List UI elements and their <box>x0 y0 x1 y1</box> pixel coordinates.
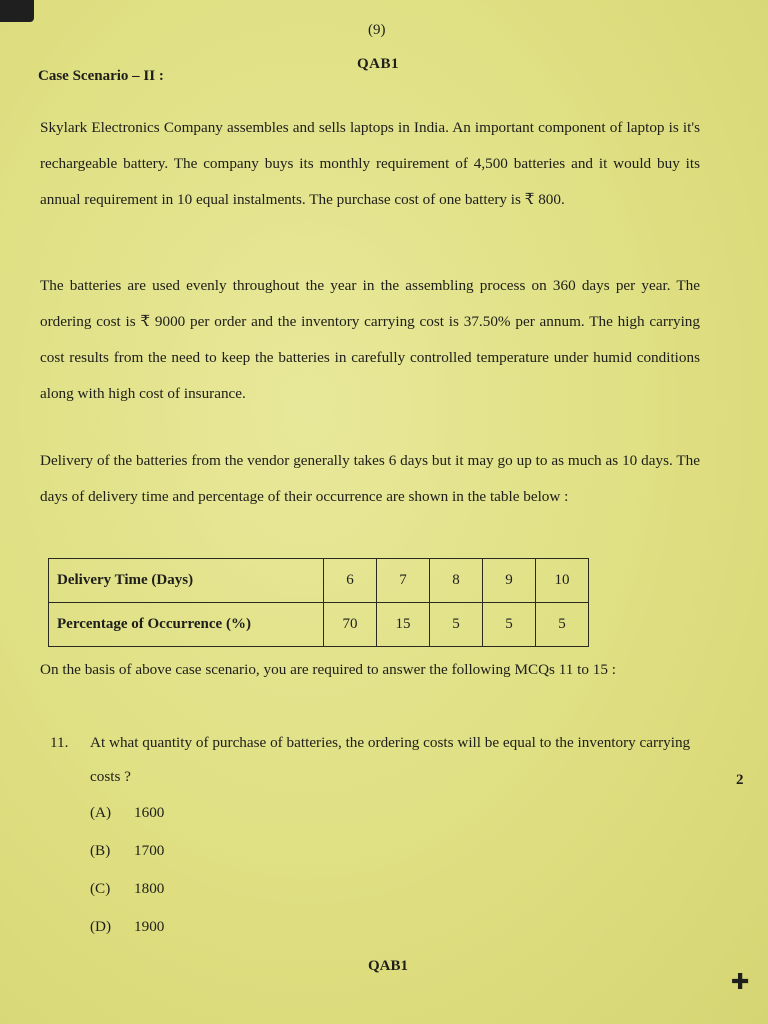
question-marks: 2 <box>736 772 744 788</box>
table-cell: 10 <box>536 559 589 603</box>
table-cell: 15 <box>377 603 430 647</box>
table-cell: 5 <box>536 603 589 647</box>
paragraph-intro: Skylark Electronics Company assembles and sells laptops in India. An important component of laptop is it's rechargeable battery. The company buys its monthly requirement of 4,500 batteries and it would buy its annual requirement in 10 equal instalments. The purchase cost of one battery is ₹ 800. <box>40 119 700 208</box>
paragraph-instructions: On the basis of above case scenario, you are required to answer the following MCQs 11 to 15 : <box>40 661 616 678</box>
dark-corner <box>0 0 34 22</box>
table-cell: 6 <box>324 559 377 603</box>
table-row-label: Delivery Time (Days) <box>49 559 324 603</box>
table-row-label: Percentage of Occurrence (%) <box>49 603 324 647</box>
table-row <box>49 559 589 603</box>
header-code: QAB1 <box>357 56 400 72</box>
option-d[interactable] <box>90 910 164 948</box>
table-cell: 70 <box>324 603 377 647</box>
table-row <box>49 603 589 647</box>
option-value: 1700 <box>134 842 165 859</box>
option-letter: (A) <box>90 804 112 821</box>
table-cell: 5 <box>483 603 536 647</box>
paragraph-usage: The batteries are used evenly throughout the year in the assembling process on 360 days per year. The ordering cost is ₹ 9000 per order and the inventory carrying cost is 37.50% per annum. The high carrying cost results from the need to keep the batteries in carefully controlled temperature under humid conditions along with high cost of insurance. <box>40 277 700 402</box>
page-number: (9) <box>368 22 386 38</box>
answer-options <box>90 796 164 948</box>
option-letter: (C) <box>90 880 111 897</box>
option-c[interactable] <box>90 872 164 910</box>
option-value: 1900 <box>134 918 165 935</box>
question-number: 11. <box>50 734 69 751</box>
option-a[interactable] <box>90 796 164 834</box>
option-value: 1600 <box>134 804 165 821</box>
delivery-table <box>48 558 589 647</box>
table-cell: 8 <box>430 559 483 603</box>
table-cell: 9 <box>483 559 536 603</box>
table-cell: 5 <box>430 603 483 647</box>
option-value: 1800 <box>134 880 165 897</box>
table-cell: 7 <box>377 559 430 603</box>
option-letter: (D) <box>90 918 112 935</box>
option-b[interactable] <box>90 834 164 872</box>
option-letter: (B) <box>90 842 111 859</box>
plus-icon: ✚ <box>731 970 750 995</box>
question-text: At what quantity of purchase of batteries, the ordering costs will be equal to the inventory carrying costs ? <box>90 734 691 785</box>
paragraph-delivery: Delivery of the batteries from the vendor generally takes 6 days but it may go up to as much as 10 days. The days of delivery time and percentage of their occurrence are shown in the table below : <box>40 452 700 505</box>
section-title: Case Scenario – II : <box>38 68 164 84</box>
footer-code: QAB1 <box>368 958 409 974</box>
